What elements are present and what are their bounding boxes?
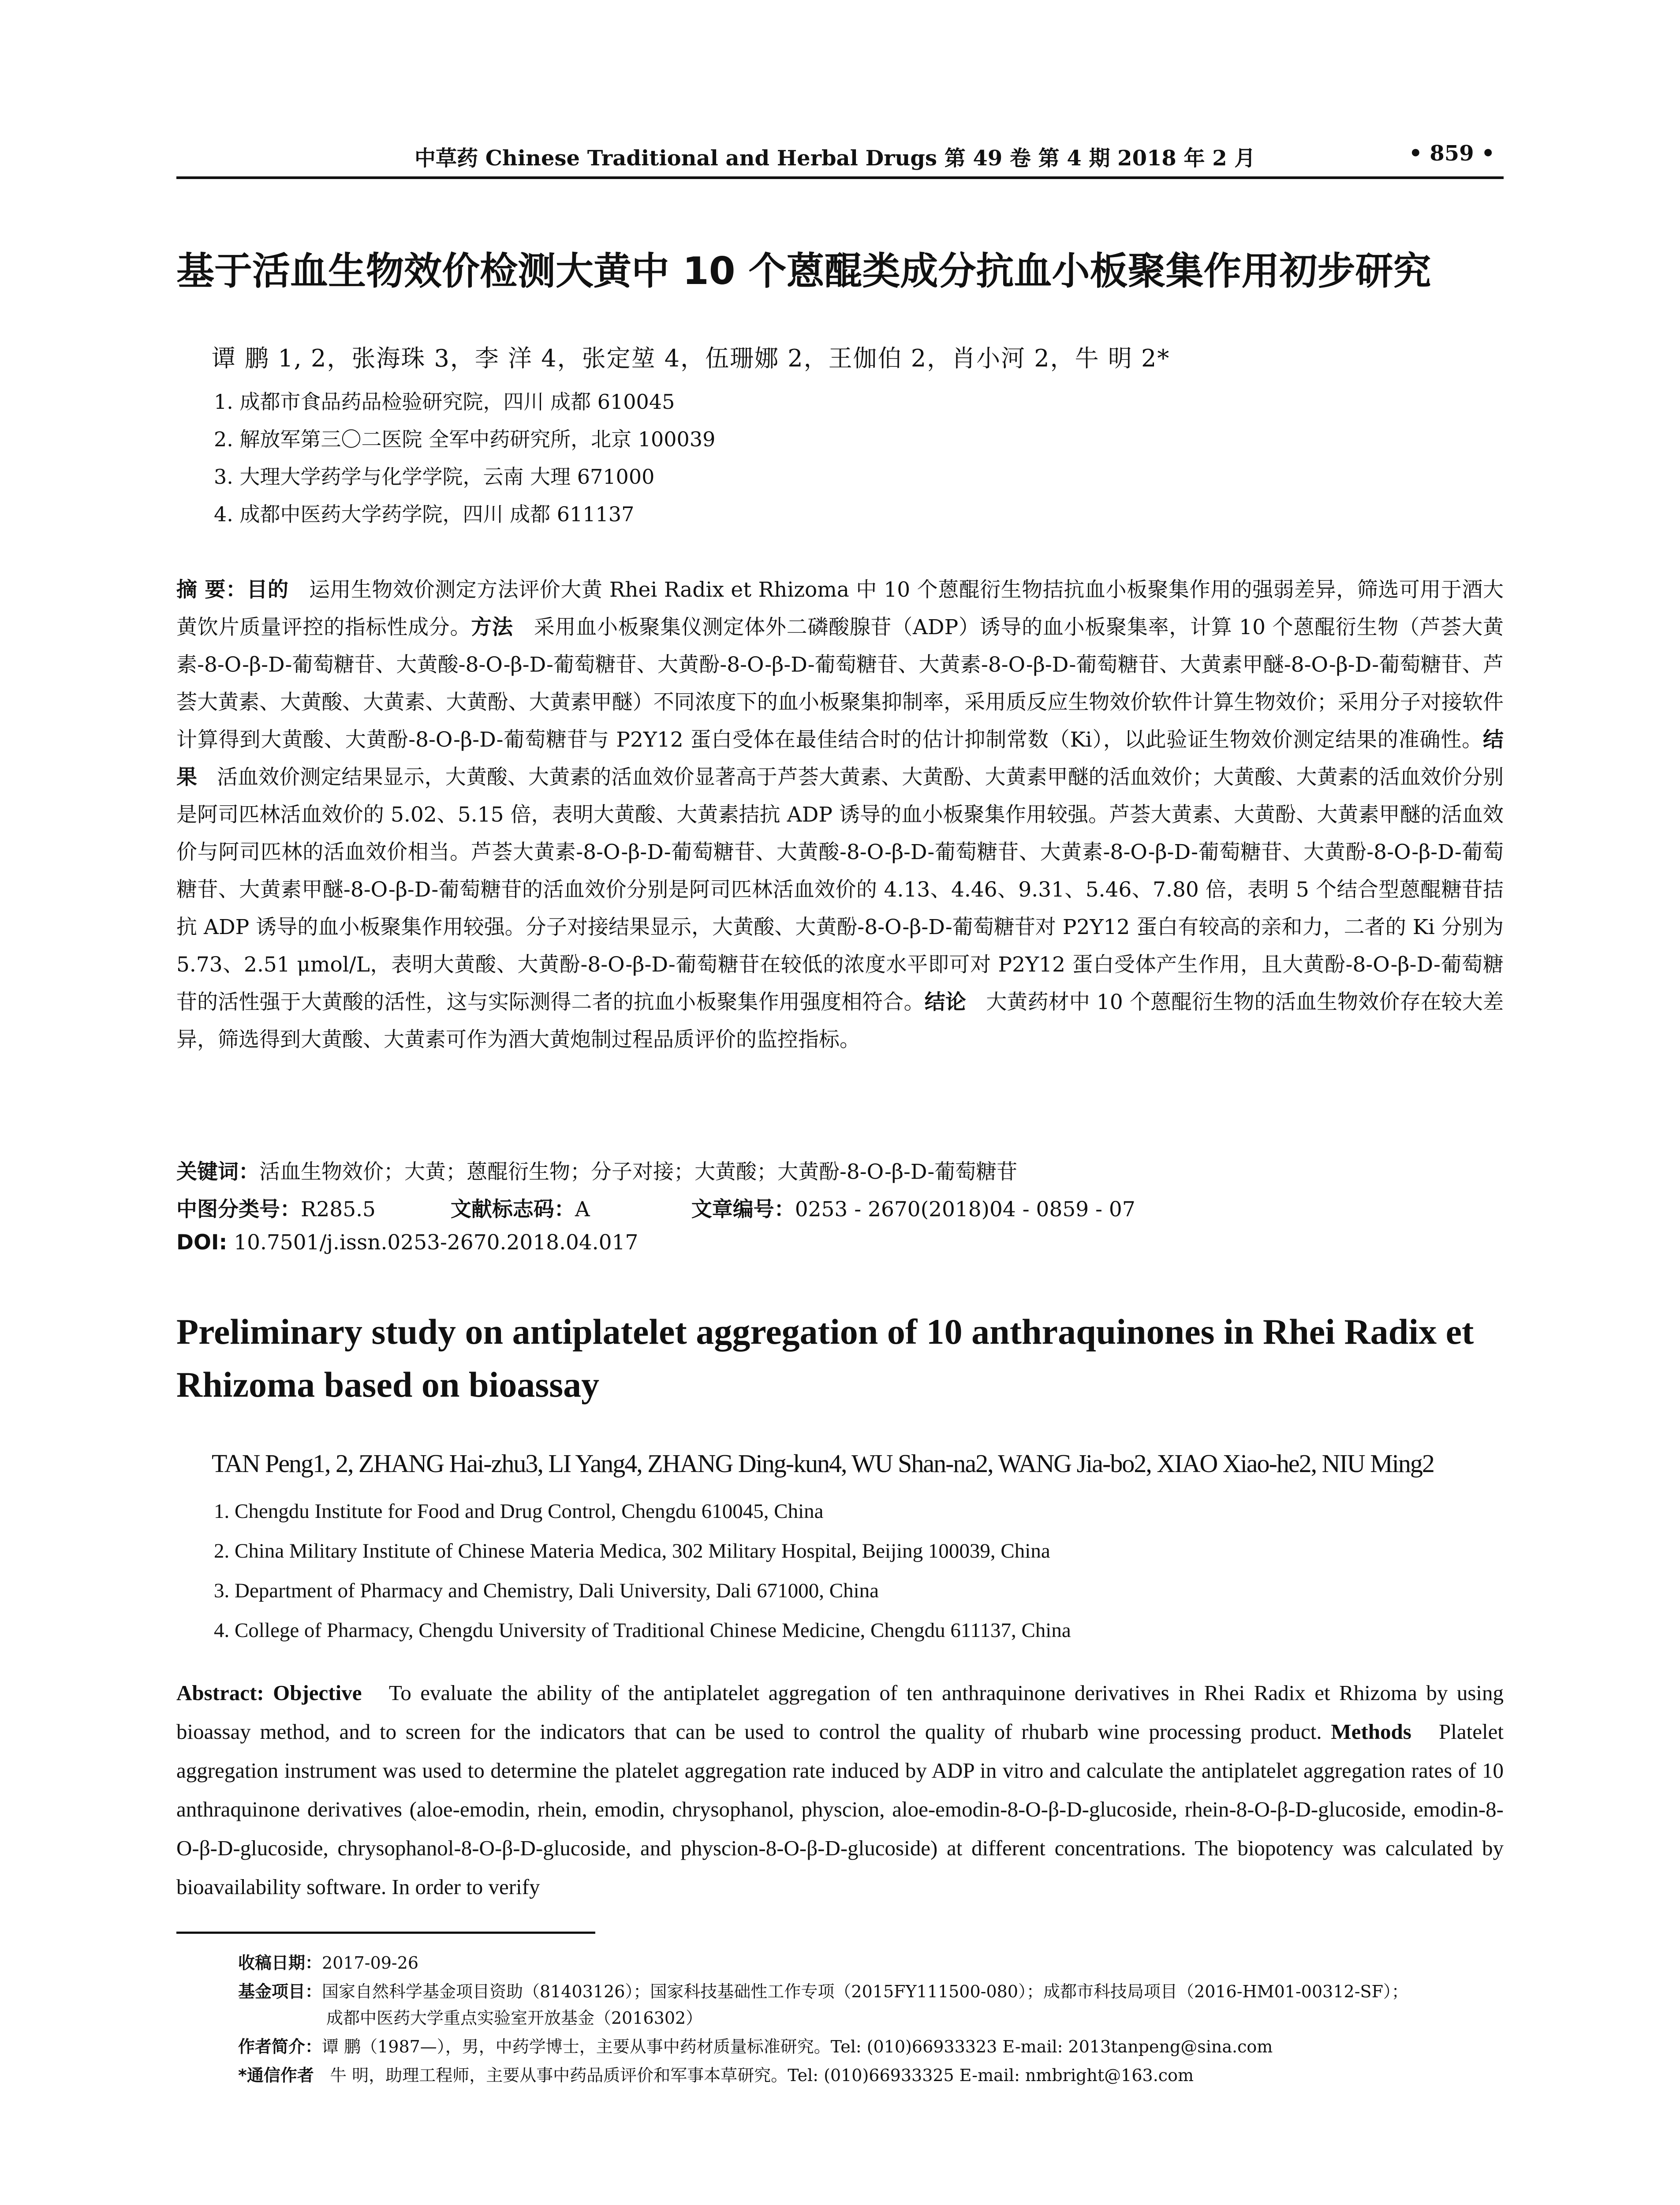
fn-received-label: 收稿日期： xyxy=(238,1953,322,1973)
cn-conclusion: 大黄药材中 10 个蒽醌衍生物的活血生物效价存在较大差异，筛选得到大黄酸、大黄素可作为酒大黄炮制过程品质评价的监控指标。 xyxy=(176,990,1504,1052)
cn-abstract-label: 摘 要： xyxy=(176,578,247,602)
en-objective: To evaluate the ability of the antiplatelet aggregation of ten anthraquinone derivatives in Rhei Radix et Rhizoma by using bioassay method, and to screen for the indicators that can be used to control the quality of rhubarb wine processing product. xyxy=(176,1681,1504,1744)
fn-author-value: 谭 鹏（1987—），男，中药学博士，主要从事中药材质量标准研究。Tel: (010)66933323 E-mail: 2013tanpeng@sina.com xyxy=(322,2037,1273,2056)
doi-label: DOI: xyxy=(176,1230,228,1255)
en-affiliation-1: 1. Chengdu Institute for Food and Drug Control, Chengdu 610045, China xyxy=(214,1500,824,1523)
doi-line xyxy=(176,1230,638,1255)
cn-affiliation-3: 3. 大理大学药学与化学学院，云南 大理 671000 xyxy=(214,465,655,489)
doc-code-value: A xyxy=(575,1197,590,1222)
fn-received-value: 2017-09-26 xyxy=(322,1953,419,1973)
en-methods-label: Methods xyxy=(1331,1719,1411,1744)
fn-corr-value: 牛 明，助理工程师，主要从事中药品质评价和军事本草研究。Tel: (010)66933325 E-mail: nmbright@163.com xyxy=(330,2066,1194,2085)
cn-results-label: 结果 xyxy=(176,728,1504,789)
cn-results: 活血效价测定结果显示，大黄酸、大黄素的活血效价显著高于芦荟大黄素、大黄酚、大黄素甲醚的活血效价；大黄酸、大黄素的活血效价分别是阿司匹林活血效价的 5.02、5.15 倍，表明大黄酸、大黄素拮抗 ADP 诱导的血小板聚集作用较强。芦荟大黄素、大黄酚、大黄素甲醚的活血效价与阿司匹林的活血效价相当。芦荟大黄素-8-O-β-D-葡萄糖苷、大黄酸-8-O-β-D-葡萄糖苷、大黄素-8-O-β-D-葡萄糖苷、大黄酚-8-O-β-D-葡萄糖苷、大黄素甲醚-8-O-β-D-葡萄糖苷的活血效价分别是阿司匹林活血效价的 4.13、4.46、9.31、5.46、7.80 倍，表明 5 个结合型蒽醌糖苷拮抗 ADP 诱导的血小板聚集作用较强。分子对接结果显示，大黄酸、大黄酚-8-O-β-D-葡萄糖苷对 P2Y12 蛋白有较高的亲和力，二者的 Ki 分别为 5.73、2.51 μmol/L，表明大黄酸、大黄酚-8-O-β-D-葡萄糖苷在较低的浓度水平即可对 P2Y12 蛋白受体产生作用，且大黄酚-8-O-β-D-葡萄糖苷的活性强于大黄酸的活性，这与实际测得二者的抗血小板聚集作用强度相符合。 xyxy=(176,765,1504,1014)
fn-fund xyxy=(238,1978,1408,2002)
en-authors: TAN Peng1, 2, ZHANG Hai-zhu3, LI Yang4, ZHANG Ding-kun4, WU Shan-na2, WANG Jia-bo2, XIAO Xiao-he2, NIU Ming2 xyxy=(212,1449,1434,1478)
fn-corr-label: *通信作者 xyxy=(238,2066,314,2085)
cn-affiliation-1: 1. 成都市食品药品检验研究院，四川 成都 610045 xyxy=(214,390,675,414)
clc-label: 中图分类号： xyxy=(176,1197,301,1222)
cn-affiliation-4: 4. 成都中医药大学药学院，四川 成都 611137 xyxy=(214,502,635,526)
doc-code-label: 文献标志码： xyxy=(450,1197,575,1222)
fn-received xyxy=(238,1949,418,1973)
cn-title: 基于活血生物效价检测大黄中 10 个蒽醌类成分抗血小板聚集作用初步研究 xyxy=(176,249,1431,293)
fn-author-label: 作者简介： xyxy=(238,2037,322,2056)
cn-methods: 采用血小板聚集仪测定体外二磷酸腺苷（ADP）诱导的血小板聚集率，计算 10 个蒽醌衍生物（芦荟大黄素-8-O-β-D-葡萄糖苷、大黄酸-8-O-β-D-葡萄糖苷、大黄酚-8-O-β-D-葡萄糖苷、大黄素-8-O-β-D-葡萄糖苷、大黄素甲醚-8-O-β-D-葡萄糖苷、芦荟大黄素、大黄酸、大黄素、大黄酚、大黄素甲醚）不同浓度下的血小板聚集抑制率，采用质反应生物效价软件计算生物效价；采用分子对接软件计算得到大黄酸、大黄酚-8-O-β-D-葡萄糖苷与 P2Y12 蛋白受体在最佳结合时的估计抑制常数（Ki），以此验证生物效价测定结果的准确性。 xyxy=(176,615,1504,752)
cn-objective-label: 目的 xyxy=(246,578,289,602)
cn-keywords-label: 关键词： xyxy=(176,1160,259,1184)
footnote-divider xyxy=(176,1932,595,1934)
en-abstract-label: Abstract: Objective xyxy=(176,1681,362,1705)
doi-value: 10.7501/j.issn.0253-2670.2018.04.017 xyxy=(234,1230,638,1255)
journal-line: 中草药 Chinese Traditional and Herbal Drugs 第 49 卷 第 4 期 2018 年 2 月 xyxy=(414,146,1256,171)
article-no-label: 文章编号： xyxy=(691,1197,795,1222)
cn-methods-label: 方法 xyxy=(471,615,513,639)
fn-fund-label: 基金项目： xyxy=(238,1982,322,2001)
page-number: • 859 • xyxy=(1409,141,1495,166)
en-affiliation-3: 3. Department of Pharmacy and Chemistry, Dali University, Dali 671000, China xyxy=(214,1579,879,1602)
running-header xyxy=(176,132,1504,179)
en-affiliation-4: 4. College of Pharmacy, Chengdu University of Traditional Chinese Medicine, Chengdu 611137, China xyxy=(214,1619,1071,1642)
en-abstract xyxy=(176,1674,1504,1906)
article-no-value: 0253 - 2670(2018)04 - 0859 - 07 xyxy=(795,1197,1135,1222)
cn-objective: 运用生物效价测定方法评价大黄 Rhei Radix et Rhizoma 中 10 个蒽醌衍生物拮抗血小板聚集作用的强弱差异，筛选可用于酒大黄饮片质量评控的指标性成分。 xyxy=(176,578,1504,639)
en-affiliation-2: 2. China Military Institute of Chinese Materia Medica, 302 Military Hospital, Beijing 100039, China xyxy=(214,1540,1050,1562)
fn-author xyxy=(238,2033,1273,2057)
cn-abstract xyxy=(176,571,1504,1058)
clc-value: R285.5 xyxy=(301,1197,376,1222)
cn-authors: 谭 鹏 1, 2，张海珠 3，李 洋 4，张定堃 4，伍珊娜 2，王伽伯 2，肖小河 2，牛 明 2* xyxy=(212,344,1170,372)
cn-classification xyxy=(176,1193,1135,1222)
fn-fund-line-2: 成都中医药大学重点实验室开放基金（2016302） xyxy=(326,2008,703,2028)
cn-conclusion-label: 结论 xyxy=(924,990,966,1014)
en-title: Preliminary study on antiplatelet aggregation of 10 anthraquinones in Rhei Radix et Rhizoma based on bioassay xyxy=(176,1312,1474,1405)
cn-keywords-text: 活血生物效价；大黄；蒽醌衍生物；分子对接；大黄酸；大黄酚-8-O-β-D-葡萄糖苷 xyxy=(259,1160,1018,1184)
en-methods: Platelet aggregation instrument was used to determine the platelet aggregation rate induced by ADP in vitro and calculate the antiplatelet aggregation rates of 10 anthraquinone derivatives (aloe-emodin, rhein, emodin, chrysophanol, physcion, aloe-emodin-8-O-β-D-glucoside, rhein-8-O-β-D-glucoside, emodin-8-O-β-D-glucoside, chrysophanol-8-O-β-D-glucoside, and physcion-8-O-β-D-glucoside) at different concentrations. The biopotency was calculated by bioavailability software. In order to verify xyxy=(176,1719,1504,1899)
fn-fund-line-1: 国家自然科学基金项目资助（81403126）；国家科技基础性工作专项（2015FY111500-080）；成都市科技局项目（2016-HM01-00312-SF）； xyxy=(322,1982,1408,2001)
cn-affiliation-2: 2. 解放军第三〇二医院 全军中药研究所，北京 100039 xyxy=(214,427,716,451)
cn-keywords xyxy=(176,1155,1017,1185)
fn-corresponding xyxy=(238,2062,1194,2086)
